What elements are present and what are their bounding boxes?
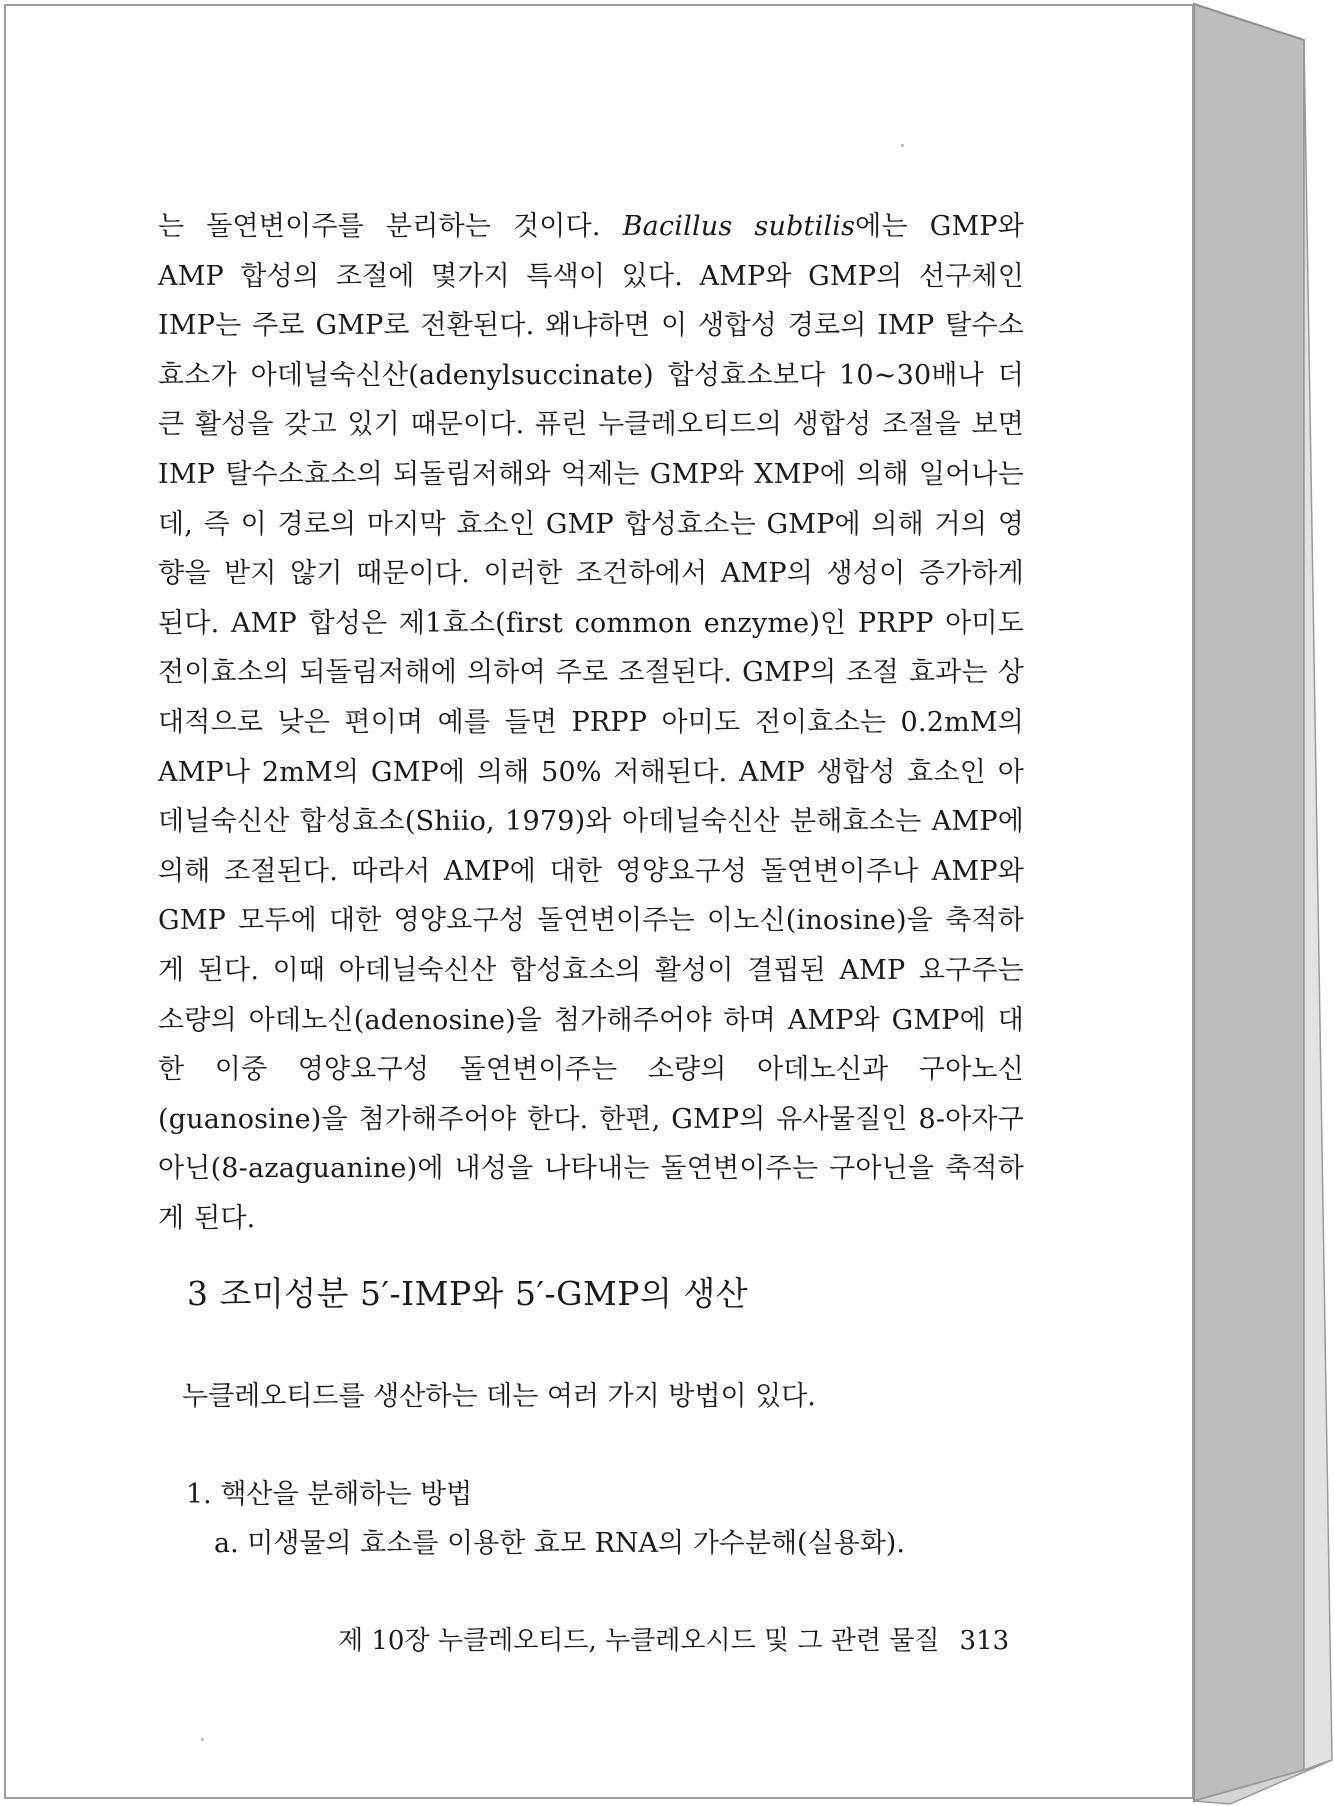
running-footer <box>338 1621 1009 1661</box>
page-number: 313 <box>959 1626 1010 1656</box>
body-paragraph <box>158 202 1024 1243</box>
page-speck <box>901 144 904 147</box>
species-name: Bacillus subtilis <box>622 211 856 242</box>
page-speck <box>201 1738 204 1741</box>
body-text-start: 는 돌연변이주를 분리하는 것이다. <box>158 211 623 242</box>
chapter-title: 제 10장 누클레오티드, 누클레오시드 및 그 관련 물질 <box>338 1626 940 1656</box>
section-intro: 누클레오티드를 생산하는 데는 여러 가지 방법이 있다. <box>182 1381 816 1412</box>
section-heading: 3 조미성분 5′-IMP와 5′-GMP의 생산 <box>187 1274 749 1313</box>
method-item-1a: a. 미생물의 효소를 이용한 효모 RNA의 가수분해(실용화). <box>214 1528 905 1559</box>
body-text-rest: 에는 GMP와 AMP 합성의 조절에 몇가지 특색이 있다. AMP와 GMP의 선구체인 IMP는 주로 GMP로 전환된다. 왜냐하면 이 생합성 경로의 IMP 탈수소효소가 아데닐숙신산(adenylsuccinate) 합성효소보다 10∼30배나 더 큰 활성을 갖고 있기 때문이다. 퓨린 누클레오티드의 생합성 조절을 보면 IMP 탈수소효소의 되돌림저해와 억제는 GMP와 XMP에 의해 일어나는데, 즉 이 경로의 마지막 효소인 GMP 합성효소는 GMP에 의해 거의 영향을 받지 않기 때문이다. 이러한 조건하에서 AMP의 생성이 증가하게 된다. AMP 합성은 제1효소(first common enzyme)인 PRPP 아미도 전이효소의 되돌림저해에 의하여 주로 조절된다. GMP의 조절 효과는 상대적으로 낮은 편이며 예를 들면 PRPP 아미도 전이효소는 0.2mM의 AMP나 2mM의 GMP에 의해 50% 저해된다. AMP 생합성 효소인 아데닐숙신산 합성효소(Shiio, 1979)와 아데닐숙신산 분해효소는 AMP에 의해 조절된다. 따라서 AMP에 대한 영양요구성 돌연변이주나 AMP와 GMP 모두에 대한 영양요구성 돌연변이주는 이노신(inosine)을 축적하게 된다. 이때 아데닐숙신산 합성효소의 활성이 결핍된 AMP 요구주는 소량의 아데노신(adenosine)을 첨가해주어야 하며 AMP와 GMP에 대한 이중 영양요구성 돌연변이주는 소량의 아데노신과 구아노신(guanosine)을 첨가해주어야 한다. 한편, GMP의 유사물질인 8-아자구아닌(8-azaguanine)에 내성을 나타내는 돌연변이주는 구아닌을 축적하게 된다. <box>158 211 1024 1234</box>
method-item-1: 1. 핵산을 분해하는 방법 <box>186 1479 473 1510</box>
book-page <box>4 4 1194 1799</box>
